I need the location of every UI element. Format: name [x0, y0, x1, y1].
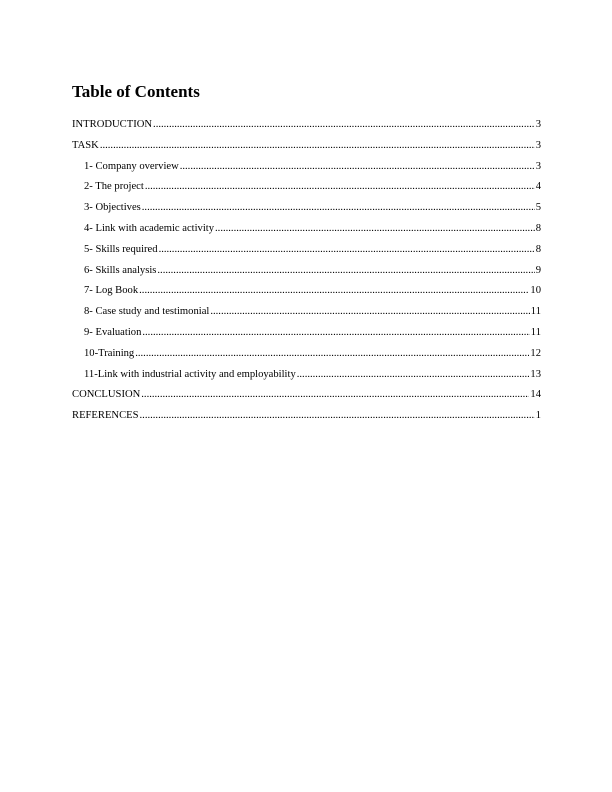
- toc-dot-leader: [140, 406, 535, 427]
- toc-entry[interactable]: [72, 406, 541, 427]
- toc-page-number: 3: [535, 119, 541, 130]
- toc-entry[interactable]: [72, 261, 541, 282]
- toc-list: [72, 115, 541, 427]
- toc-page-number: 4: [535, 181, 541, 193]
- toc-entry-title: 8- Case study and testimonial: [84, 306, 210, 318]
- toc-dot-leader: [100, 136, 535, 157]
- toc-page-number: 1: [535, 410, 541, 422]
- toc-page-number: 12: [530, 347, 541, 359]
- toc-dot-leader: [142, 198, 535, 219]
- toc-entry-title: INTRODUCTION: [72, 119, 153, 130]
- toc-entry-title: 11-Link with industrial activity and employability: [84, 368, 296, 380]
- toc-page-number: 5: [535, 202, 541, 214]
- toc-page-number: 9: [535, 264, 541, 276]
- toc-entry[interactable]: [72, 198, 541, 219]
- toc-entry-title: 7- Log Book: [84, 285, 139, 297]
- toc-page-number: 3: [535, 139, 541, 151]
- toc-entry-title: REFERENCES: [72, 410, 139, 422]
- toc-entry-title: 1- Company overview: [84, 160, 179, 172]
- toc-dot-leader: [153, 115, 535, 136]
- toc-entry[interactable]: [72, 157, 541, 178]
- toc-entry[interactable]: [72, 344, 541, 365]
- toc-dot-leader: [135, 344, 529, 365]
- toc-dot-leader: [297, 365, 530, 386]
- toc-page-number: 11: [530, 326, 541, 338]
- toc-entry[interactable]: [72, 323, 541, 344]
- toc-page-number: 3: [535, 160, 541, 172]
- toc-dot-leader: [142, 323, 529, 344]
- toc-dot-leader: [141, 385, 529, 406]
- toc-dot-leader: [159, 240, 535, 261]
- toc-page-number: 11: [530, 306, 541, 318]
- toc-entry-title: 2- The project: [84, 181, 144, 193]
- toc-dot-leader: [145, 177, 535, 198]
- toc-entry[interactable]: [72, 219, 541, 240]
- toc-dot-leader: [157, 261, 534, 282]
- toc-entry-title: TASK: [72, 139, 99, 151]
- toc-dot-leader: [139, 281, 529, 302]
- toc-heading: Table of Contents: [72, 82, 200, 101]
- toc-entry[interactable]: [72, 385, 541, 406]
- toc-page-number: 14: [530, 389, 541, 401]
- toc-entry-title: 3- Objectives: [84, 202, 141, 214]
- toc-entry-title: CONCLUSION: [72, 389, 141, 401]
- toc-entry-title: 9- Evaluation: [84, 326, 142, 338]
- toc-entry-title: 10-Training: [84, 347, 135, 359]
- toc-page-number: 13: [530, 368, 541, 380]
- toc-entry[interactable]: [72, 177, 541, 198]
- toc-entry-title: 4- Link with academic activity: [84, 222, 215, 234]
- toc-entry[interactable]: [72, 302, 541, 323]
- toc-entry[interactable]: [72, 281, 541, 302]
- toc-entry-title: 6- Skills analysis: [84, 264, 157, 276]
- toc-page-number: 10: [530, 285, 541, 297]
- toc-entry[interactable]: [72, 115, 541, 136]
- toc-entry[interactable]: [72, 136, 541, 157]
- toc-entry-title: 5- Skills required: [84, 243, 158, 255]
- toc-dot-leader: [215, 219, 535, 240]
- toc-entry[interactable]: [72, 365, 541, 386]
- toc-dot-leader: [210, 302, 529, 323]
- toc-dot-leader: [180, 157, 535, 178]
- toc-entry[interactable]: [72, 240, 541, 261]
- toc-page-number: 8: [535, 243, 541, 255]
- toc-page-number: 8: [535, 222, 541, 234]
